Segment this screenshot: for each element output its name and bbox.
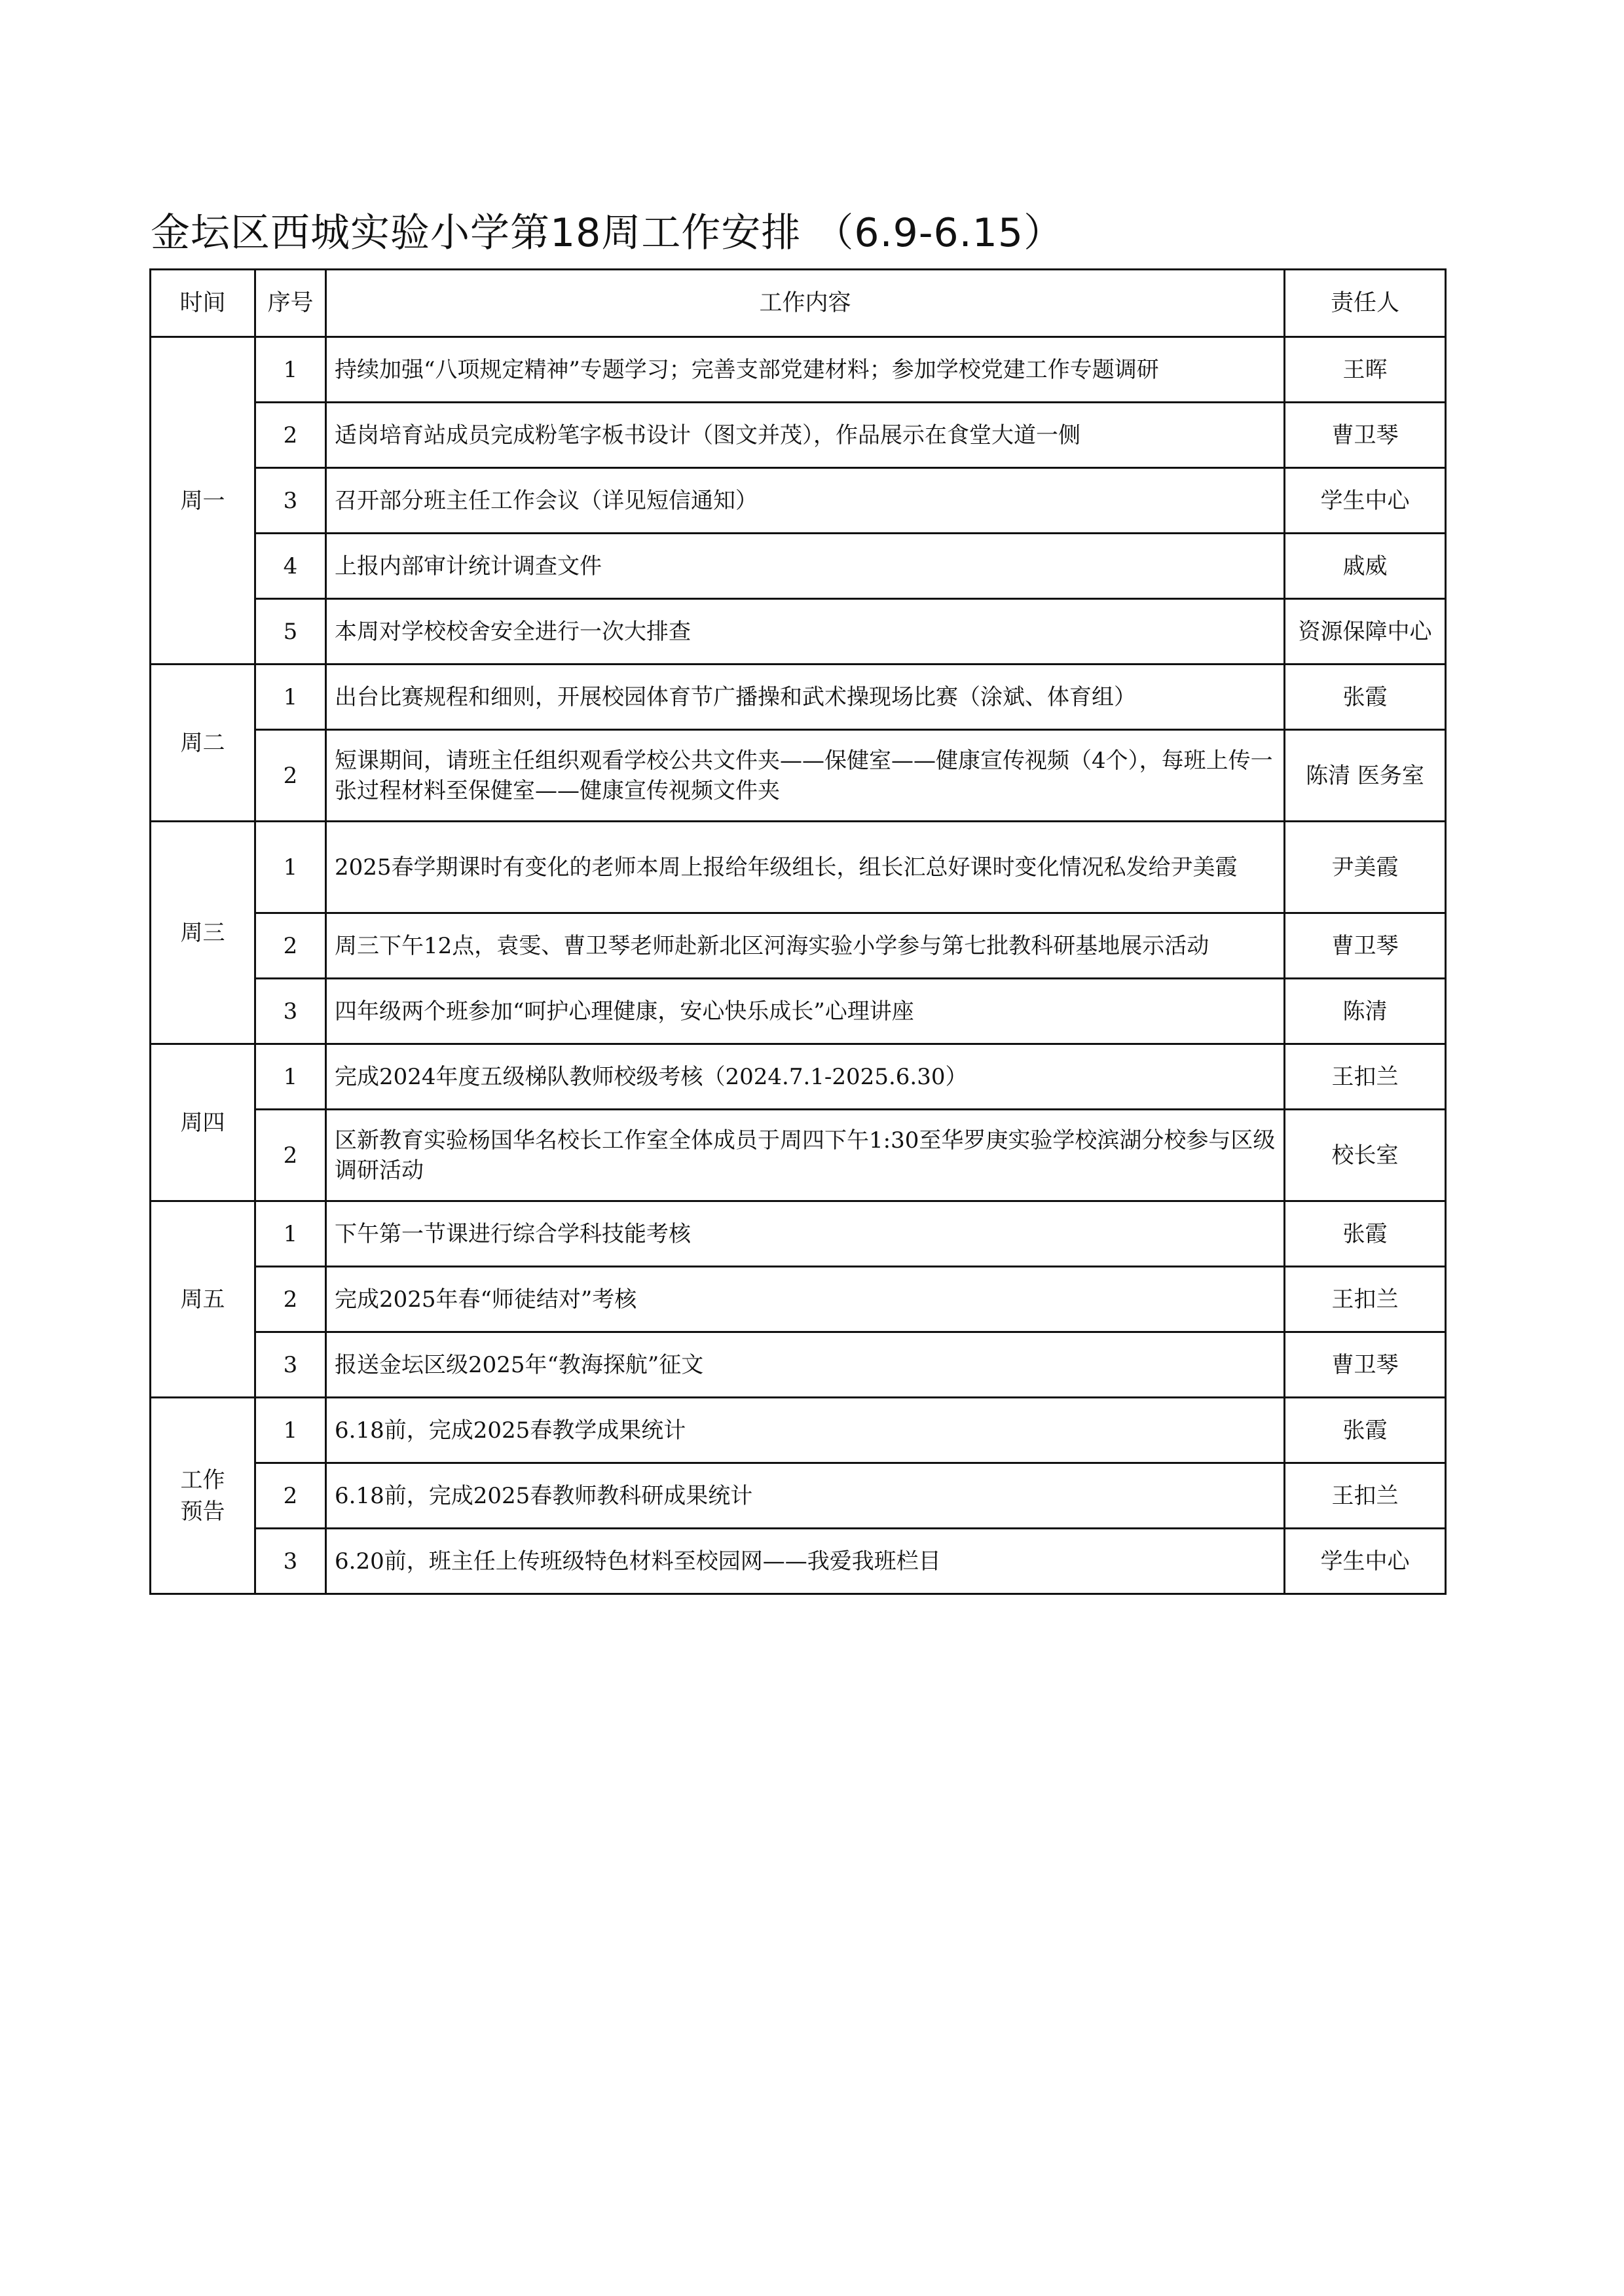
- owner-cell: 王晖: [1285, 337, 1446, 403]
- seq-cell: 1: [255, 1201, 326, 1267]
- day-cell-tuesday: 周二: [151, 665, 255, 822]
- table-row: [151, 1529, 1446, 1594]
- table-row: [151, 403, 1446, 468]
- table-row: [151, 1267, 1446, 1332]
- content-cell: 完成2025年春“师徒结对”考核: [326, 1267, 1285, 1332]
- owner-cell: 陈清: [1285, 979, 1446, 1044]
- header-owner: 责任人: [1285, 270, 1446, 337]
- owner-cell: 张霞: [1285, 1201, 1446, 1267]
- table-row: [151, 730, 1446, 822]
- table-row: [151, 1201, 1446, 1267]
- work-preview-label: [181, 1465, 225, 1527]
- seq-cell: 2: [255, 913, 326, 979]
- content-cell: 周三下午12点，袁雯、曹卫琴老师赴新北区河海实验小学参与第七批教科研基地展示活动: [326, 913, 1285, 979]
- seq-cell: 2: [255, 403, 326, 468]
- work-preview-line-2: 预告: [180, 1498, 225, 1525]
- content-cell: 本周对学校校舍安全进行一次大排查: [326, 599, 1285, 665]
- owner-cell: 戚威: [1285, 534, 1446, 599]
- day-cell-wednesday: 周三: [151, 822, 255, 1044]
- document-title: 金坛区西城实验小学第18周工作安排 （6.9-6.15）: [151, 210, 1064, 256]
- owner-cell: 张霞: [1285, 665, 1446, 730]
- content-cell: 上报内部审计统计调查文件: [326, 534, 1285, 599]
- content-cell: 区新教育实验杨国华名校长工作室全体成员于周四下午1:30至华罗庚实验学校滨湖分校参与区级调研活动: [326, 1110, 1285, 1201]
- table-row: [151, 337, 1446, 403]
- seq-cell: 1: [255, 822, 326, 913]
- seq-cell: 4: [255, 534, 326, 599]
- owner-cell: 陈清 医务室: [1285, 730, 1446, 822]
- owner-cell: 曹卫琴: [1285, 913, 1446, 979]
- content-cell: 6.20前，班主任上传班级特色材料至校园网——我爱我班栏目: [326, 1529, 1285, 1594]
- owner-cell: 张霞: [1285, 1398, 1446, 1463]
- header-seq: 序号: [255, 270, 326, 337]
- seq-cell: 3: [255, 1529, 326, 1594]
- seq-cell: 1: [255, 337, 326, 403]
- seq-cell: 2: [255, 1110, 326, 1201]
- seq-cell: 2: [255, 1267, 326, 1332]
- table-row: [151, 913, 1446, 979]
- day-cell-monday: 周一: [151, 337, 255, 665]
- table-row: [151, 468, 1446, 534]
- content-cell: 短课期间，请班主任组织观看学校公共文件夹——保健室——健康宣传视频（4个），每班上传一张过程材料至保健室——健康宣传视频文件夹: [326, 730, 1285, 822]
- table-row: [151, 1398, 1446, 1463]
- seq-cell: 5: [255, 599, 326, 665]
- seq-cell: 2: [255, 730, 326, 822]
- work-preview-line-1: 工作: [180, 1467, 225, 1493]
- header-content: 工作内容: [326, 270, 1285, 337]
- table-row: [151, 979, 1446, 1044]
- table-row: [151, 599, 1446, 665]
- owner-cell: 学生中心: [1285, 1529, 1446, 1594]
- seq-cell: 3: [255, 1332, 326, 1398]
- content-cell: 四年级两个班参加“呵护心理健康，安心快乐成长”心理讲座: [326, 979, 1285, 1044]
- table-row: [151, 1110, 1446, 1201]
- table-row: [151, 1044, 1446, 1110]
- owner-cell: 学生中心: [1285, 468, 1446, 534]
- seq-cell: 1: [255, 1044, 326, 1110]
- day-cell-thursday: 周四: [151, 1044, 255, 1201]
- work-schedule-table: [149, 268, 1447, 1595]
- seq-cell: 3: [255, 468, 326, 534]
- seq-cell: 1: [255, 1398, 326, 1463]
- header-time: 时间: [151, 270, 255, 337]
- seq-cell: 2: [255, 1463, 326, 1529]
- content-cell: 报送金坛区级2025年“教海探航”征文: [326, 1332, 1285, 1398]
- table-row: [151, 1463, 1446, 1529]
- day-cell-friday: 周五: [151, 1201, 255, 1398]
- seq-cell: 3: [255, 979, 326, 1044]
- owner-cell: 王扣兰: [1285, 1267, 1446, 1332]
- day-cell-work-preview: [151, 1398, 255, 1594]
- content-cell: 召开部分班主任工作会议（详见短信通知）: [326, 468, 1285, 534]
- table-row: [151, 822, 1446, 913]
- content-cell: 下午第一节课进行综合学科技能考核: [326, 1201, 1285, 1267]
- owner-cell: 校长室: [1285, 1110, 1446, 1201]
- content-cell: 2025春学期课时有变化的老师本周上报给年级组长，组长汇总好课时变化情况私发给尹美霞: [326, 822, 1285, 913]
- content-cell: 6.18前，完成2025春教师教科研成果统计: [326, 1463, 1285, 1529]
- content-cell: 6.18前，完成2025春教学成果统计: [326, 1398, 1285, 1463]
- seq-cell: 1: [255, 665, 326, 730]
- owner-cell: 资源保障中心: [1285, 599, 1446, 665]
- owner-cell: 曹卫琴: [1285, 403, 1446, 468]
- owner-cell: 王扣兰: [1285, 1463, 1446, 1529]
- content-cell: 出台比赛规程和细则，开展校园体育节广播操和武术操现场比赛（涂斌、体育组）: [326, 665, 1285, 730]
- table-row: [151, 665, 1446, 730]
- content-cell: 完成2024年度五级梯队教师校级考核（2024.7.1-2025.6.30）: [326, 1044, 1285, 1110]
- header-row: [151, 270, 1446, 337]
- content-cell: 持续加强“八项规定精神”专题学习；完善支部党建材料；参加学校党建工作专题调研: [326, 337, 1285, 403]
- owner-cell: 王扣兰: [1285, 1044, 1446, 1110]
- owner-cell: 尹美霞: [1285, 822, 1446, 913]
- content-cell: 适岗培育站成员完成粉笔字板书设计（图文并茂），作品展示在食堂大道一侧: [326, 403, 1285, 468]
- owner-cell: 曹卫琴: [1285, 1332, 1446, 1398]
- table-row: [151, 1332, 1446, 1398]
- table-row: [151, 534, 1446, 599]
